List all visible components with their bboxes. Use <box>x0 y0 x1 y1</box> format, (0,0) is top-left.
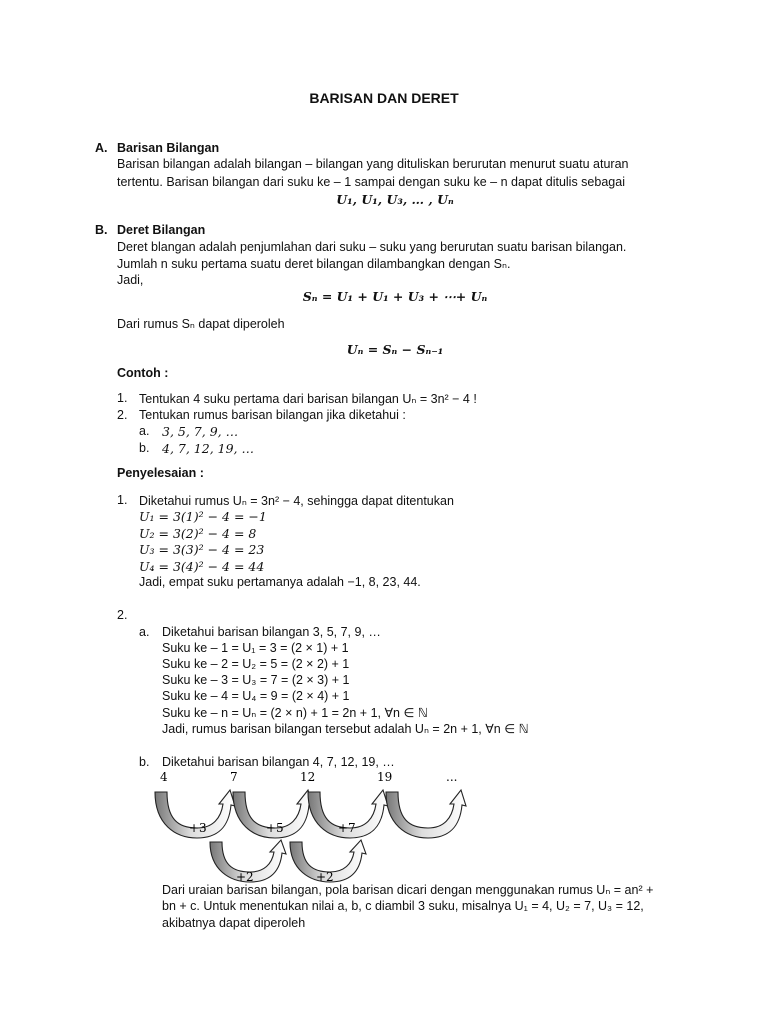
term-label: 19 <box>377 770 393 784</box>
solution-1-line: U₂ = 3(2)² − 4 = 8 <box>139 526 257 541</box>
section-b-line3: Jadi, <box>117 273 144 287</box>
first-difference-label: +5 <box>266 821 284 835</box>
section-a-heading: Barisan Bilangan <box>117 141 220 155</box>
section-a-formula: U₁, U₁, U₃, … , Uₙ <box>336 192 454 207</box>
solution-2b-text2: bn + c. Untuk menentukan nilai a, b, c diambil 3 suku, misalnya U₁ = 4, U₂ = 7, U₃ = 12, <box>162 899 644 913</box>
contoh-qb: 4, 7, 12, 19, … <box>162 441 255 456</box>
contoh-heading: Contoh : <box>117 366 169 380</box>
solution-1-line: U₃ = 3(3)² − 4 = 23 <box>139 542 265 557</box>
second-difference-label: +2 <box>316 870 334 884</box>
section-b-line1: Deret blangan adalah penjumlahan dari suku – suku yang berurutan suatu barisan bilangan. <box>117 240 627 254</box>
solution-2a-label: a. <box>139 625 150 639</box>
solution-2a-line: Suku ke – 4 = U₄ = 9 = (2 × 4) + 1 <box>162 689 350 703</box>
term-label: 12 <box>300 770 316 784</box>
section-a-marker: A. <box>95 141 108 155</box>
section-b-formula-sum: Sₙ = U₁ + U₁ + U₃ + ⋯+ Uₙ <box>302 289 488 304</box>
contoh-q2: Tentukan rumus barisan bilangan jika diketahui : <box>139 408 406 422</box>
solution-2a-line: Suku ke – 1 = U₁ = 3 = (2 × 1) + 1 <box>162 641 349 655</box>
solution-2-number: 2. <box>117 608 128 622</box>
section-b-line2: Jumlah n suku pertama suatu deret bilangan dilambangkan dengan Sₙ. <box>117 257 511 271</box>
page-title: BARISAN DAN DERET <box>309 90 459 106</box>
solution-2a-conclusion: Jadi, rumus barisan bilangan tersebut adalah Uₙ = 2n + 1, ∀n ∈ ℕ <box>162 722 529 736</box>
first-difference-label: +3 <box>189 821 207 835</box>
solution-1-line: U₁ = 3(1)² − 4 = −1 <box>139 509 267 524</box>
contoh-qa-label: a. <box>139 424 150 438</box>
solution-2a-line: Suku ke – 3 = U₃ = 7 = (2 × 3) + 1 <box>162 673 350 687</box>
solution-2b-text3: akibatnya dapat diperoleh <box>162 916 306 930</box>
contoh-q1: Tentukan 4 suku pertama dari barisan bilangan Uₙ = 3n² − 4 ! <box>139 392 477 406</box>
section-a-line1: Barisan bilangan adalah bilangan – bilangan yang dituliskan berurutan menurut suatu aturan <box>117 157 629 171</box>
solution-1-conclusion: Jadi, empat suku pertamanya adalah −1, 8, 23, 44. <box>139 575 421 589</box>
solution-2a-line: Suku ke – n = Uₙ = (2 × n) + 1 = 2n + 1, ∀n ∈ ℕ <box>162 706 428 720</box>
section-b-formula-term: Uₙ = Sₙ − Sₙ₋₁ <box>346 342 444 357</box>
solution-1-intro: Diketahui rumus Uₙ = 3n² − 4, sehingga dapat ditentukan <box>139 494 454 508</box>
contoh-q1-number: 1. <box>117 391 128 405</box>
contoh-qa: 3, 5, 7, 9, … <box>162 424 239 439</box>
contoh-qb-label: b. <box>139 441 150 455</box>
solution-2b-intro: Diketahui barisan bilangan 4, 7, 12, 19, … <box>162 755 395 769</box>
term-label: 4 <box>160 770 168 784</box>
solution-2a-line: Suku ke – 2 = U₂ = 5 = (2 × 2) + 1 <box>162 657 350 671</box>
term-label: ... <box>446 770 458 784</box>
term-label: 7 <box>230 770 238 784</box>
curved-arrow-icon <box>386 790 466 838</box>
difference-diagram <box>140 766 480 884</box>
solution-2b-label: b. <box>139 755 150 769</box>
solution-2b-text1: Dari uraian barisan bilangan, pola barisan dicari dengan menggunakan rumus Uₙ = an² + <box>162 883 654 897</box>
section-b-marker: B. <box>95 223 108 237</box>
solution-2a-intro: Diketahui barisan bilangan 3, 5, 7, 9, … <box>162 625 381 639</box>
contoh-q2-number: 2. <box>117 408 128 422</box>
section-a-line2: tertentu. Barisan bilangan dari suku ke – 1 sampai dengan suku ke – n dapat ditulis sebagai <box>117 175 625 189</box>
solution-1-line: U₄ = 3(4)² − 4 = 44 <box>139 559 265 574</box>
solution-1-number: 1. <box>117 493 128 507</box>
section-b-line4: Dari rumus Sₙ dapat diperoleh <box>117 317 285 331</box>
first-difference-label: +7 <box>338 821 356 835</box>
penyelesaian-heading: Penyelesaian : <box>117 466 204 480</box>
section-b-heading: Deret Bilangan <box>117 223 206 237</box>
second-difference-label: +2 <box>236 870 254 884</box>
